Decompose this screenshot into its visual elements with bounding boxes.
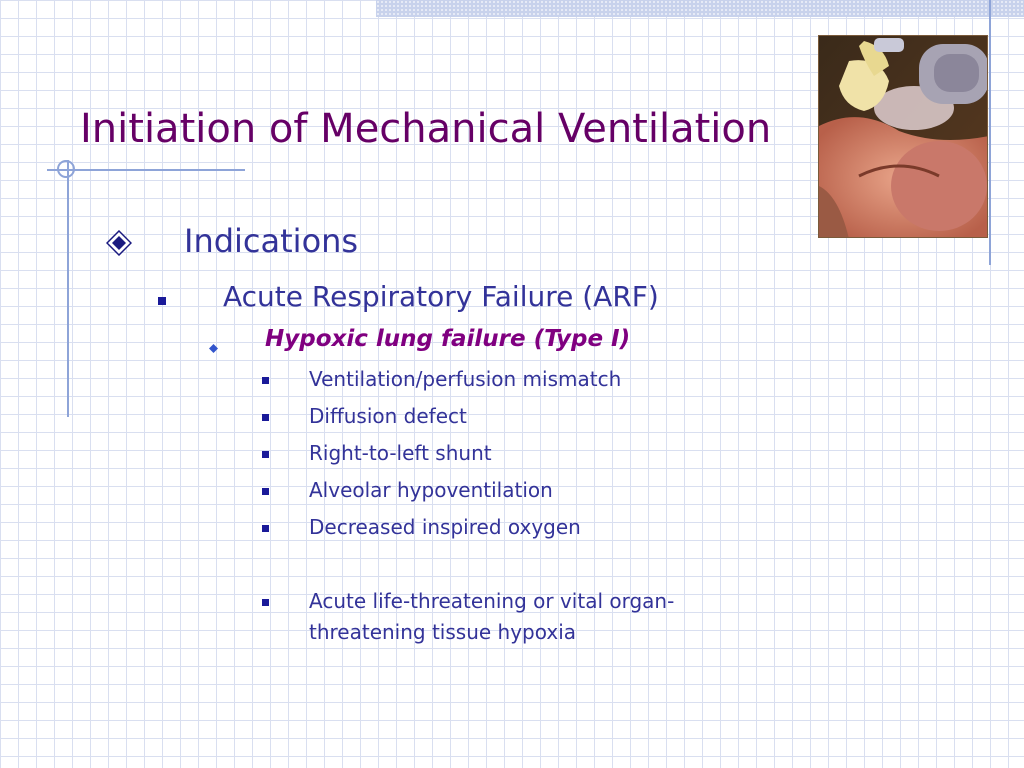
decorative-horizontal-line (47, 169, 245, 171)
list-item: Decreased inspired oxygen (309, 515, 581, 539)
slide-title: Initiation of Mechanical Ventilation (80, 106, 772, 152)
list-item: Alveolar hypoventilation (309, 478, 553, 502)
diamond-bullet-icon (106, 230, 132, 256)
list-item-line2: threatening tissue hypoxia (309, 620, 577, 644)
list-item-line1: Acute life-threatening or vital organ- (309, 589, 675, 613)
small-diamond-bullet-icon (209, 338, 218, 347)
list-item: Ventilation/perfusion mismatch (309, 367, 622, 391)
small-square-bullet-icon (262, 451, 269, 458)
small-square-bullet-icon (262, 525, 269, 532)
top-decorative-band (376, 0, 1024, 17)
small-square-bullet-icon (262, 599, 269, 606)
small-square-bullet-icon (262, 377, 269, 384)
decorative-vertical-line-left (67, 160, 69, 417)
list-item: Diffusion defect (309, 404, 467, 428)
list-item: Right-to-left shunt (309, 441, 492, 465)
heading-indications: Indications (184, 222, 359, 260)
small-square-bullet-icon (262, 414, 269, 421)
decorative-vertical-line-right (989, 0, 991, 265)
square-bullet-icon (158, 297, 166, 305)
category-hypoxic: Hypoxic lung failure (Type I) (265, 326, 631, 352)
small-square-bullet-icon (262, 488, 269, 495)
decorative-circle (57, 160, 75, 178)
photo-illustration (819, 36, 988, 238)
subheading-arf: Acute Respiratory Failure (ARF) (223, 280, 659, 313)
patient-ventilation-photo (818, 35, 988, 238)
